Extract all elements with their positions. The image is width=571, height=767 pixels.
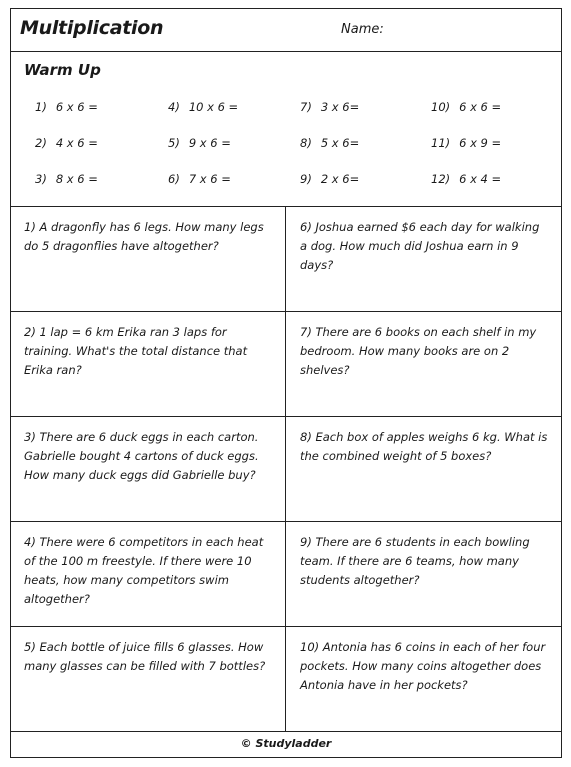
problem-box — [11, 417, 286, 522]
warm-up-item — [431, 100, 501, 114]
problem-text: 6) Joshua earned $6 each day for walking a dog. How much did Joshua earn in 9 days? — [300, 220, 540, 272]
item-number: 3) — [35, 172, 47, 186]
item-number: 7) — [300, 100, 312, 114]
problem-box — [286, 417, 561, 522]
warm-up-item — [168, 172, 231, 186]
problem-box — [286, 207, 561, 312]
warm-up-item — [431, 172, 501, 186]
warm-up-item — [35, 136, 98, 150]
problem-box — [11, 312, 286, 417]
item-number: 6) — [168, 172, 180, 186]
problem-box — [11, 522, 286, 627]
item-expression: 10 x 6 = — [188, 100, 239, 114]
warm-up-item — [300, 172, 359, 186]
warm-up-section — [11, 52, 561, 207]
problem-text: 10) Antonia has 6 coins in each of her four pockets. How many coins altogether does Antonia have in her pockets? — [300, 640, 546, 692]
problem-text: 1) A dragonfly has 6 legs. How many legs do 5 dragonflies have altogether? — [24, 220, 264, 253]
page-title: Multiplication — [20, 17, 164, 39]
item-expression: 6 x 6 = — [459, 100, 502, 114]
warm-up-item — [431, 136, 501, 150]
problem-text: 7) There are 6 books on each shelf in my bedroom. How many books are on 2 shelves? — [300, 325, 537, 377]
item-expression: 7 x 6 = — [188, 172, 231, 186]
warm-up-item — [35, 172, 98, 186]
item-expression: 8 x 6 = — [55, 172, 98, 186]
item-expression: 2 x 6= — [320, 172, 360, 186]
item-expression: 4 x 6 = — [55, 136, 98, 150]
item-number: 10) — [431, 100, 451, 114]
item-expression: 6 x 4 = — [459, 172, 502, 186]
item-number: 8) — [300, 136, 312, 150]
problem-text: 3) There are 6 duck eggs in each carton. Gabrielle bought 4 cartons of duck eggs. How many duck eggs did Gabrielle buy? — [24, 430, 259, 482]
worksheet — [10, 8, 562, 758]
problem-box — [286, 312, 561, 417]
item-number: 1) — [35, 100, 47, 114]
item-expression: 3 x 6= — [320, 100, 360, 114]
warm-up-item — [168, 100, 238, 114]
warm-up-item — [35, 100, 98, 114]
problem-text: 5) Each bottle of juice fills 6 glasses. How many glasses can be filled with 7 bottles? — [24, 640, 266, 673]
item-expression: 6 x 6 = — [55, 100, 98, 114]
problem-text: 8) Each box of apples weighs 6 kg. What is the combined weight of 5 boxes? — [300, 430, 548, 463]
header — [11, 9, 561, 52]
warm-up-item — [300, 100, 359, 114]
warm-up-item — [168, 136, 231, 150]
word-problems-grid — [11, 207, 561, 732]
item-number: 12) — [431, 172, 451, 186]
problem-text: 2) 1 lap = 6 km Erika ran 3 laps for training. What's the total distance that Erika ran? — [24, 325, 248, 377]
item-expression: 5 x 6= — [320, 136, 360, 150]
problem-box — [11, 627, 286, 732]
item-number: 4) — [168, 100, 180, 114]
problem-box — [286, 522, 561, 627]
problem-box — [11, 207, 286, 312]
footer-copyright: © Studyladder — [240, 737, 332, 750]
item-number: 11) — [431, 136, 451, 150]
problem-text: 9) There are 6 students in each bowling team. If there are 6 teams, how many students altogether? — [300, 535, 530, 587]
item-number: 5) — [168, 136, 180, 150]
warm-up-title: Warm Up — [24, 61, 101, 79]
item-expression: 9 x 6 = — [188, 136, 231, 150]
problem-text: 4) There were 6 competitors in each heat of the 100 m freestyle. If there were 10 heats, how many competitors swim altogether? — [24, 535, 264, 606]
warm-up-item — [300, 136, 359, 150]
item-number: 9) — [300, 172, 312, 186]
problem-box — [286, 627, 561, 732]
name-label: Name: — [341, 22, 384, 37]
item-expression: 6 x 9 = — [459, 136, 502, 150]
item-number: 2) — [35, 136, 47, 150]
